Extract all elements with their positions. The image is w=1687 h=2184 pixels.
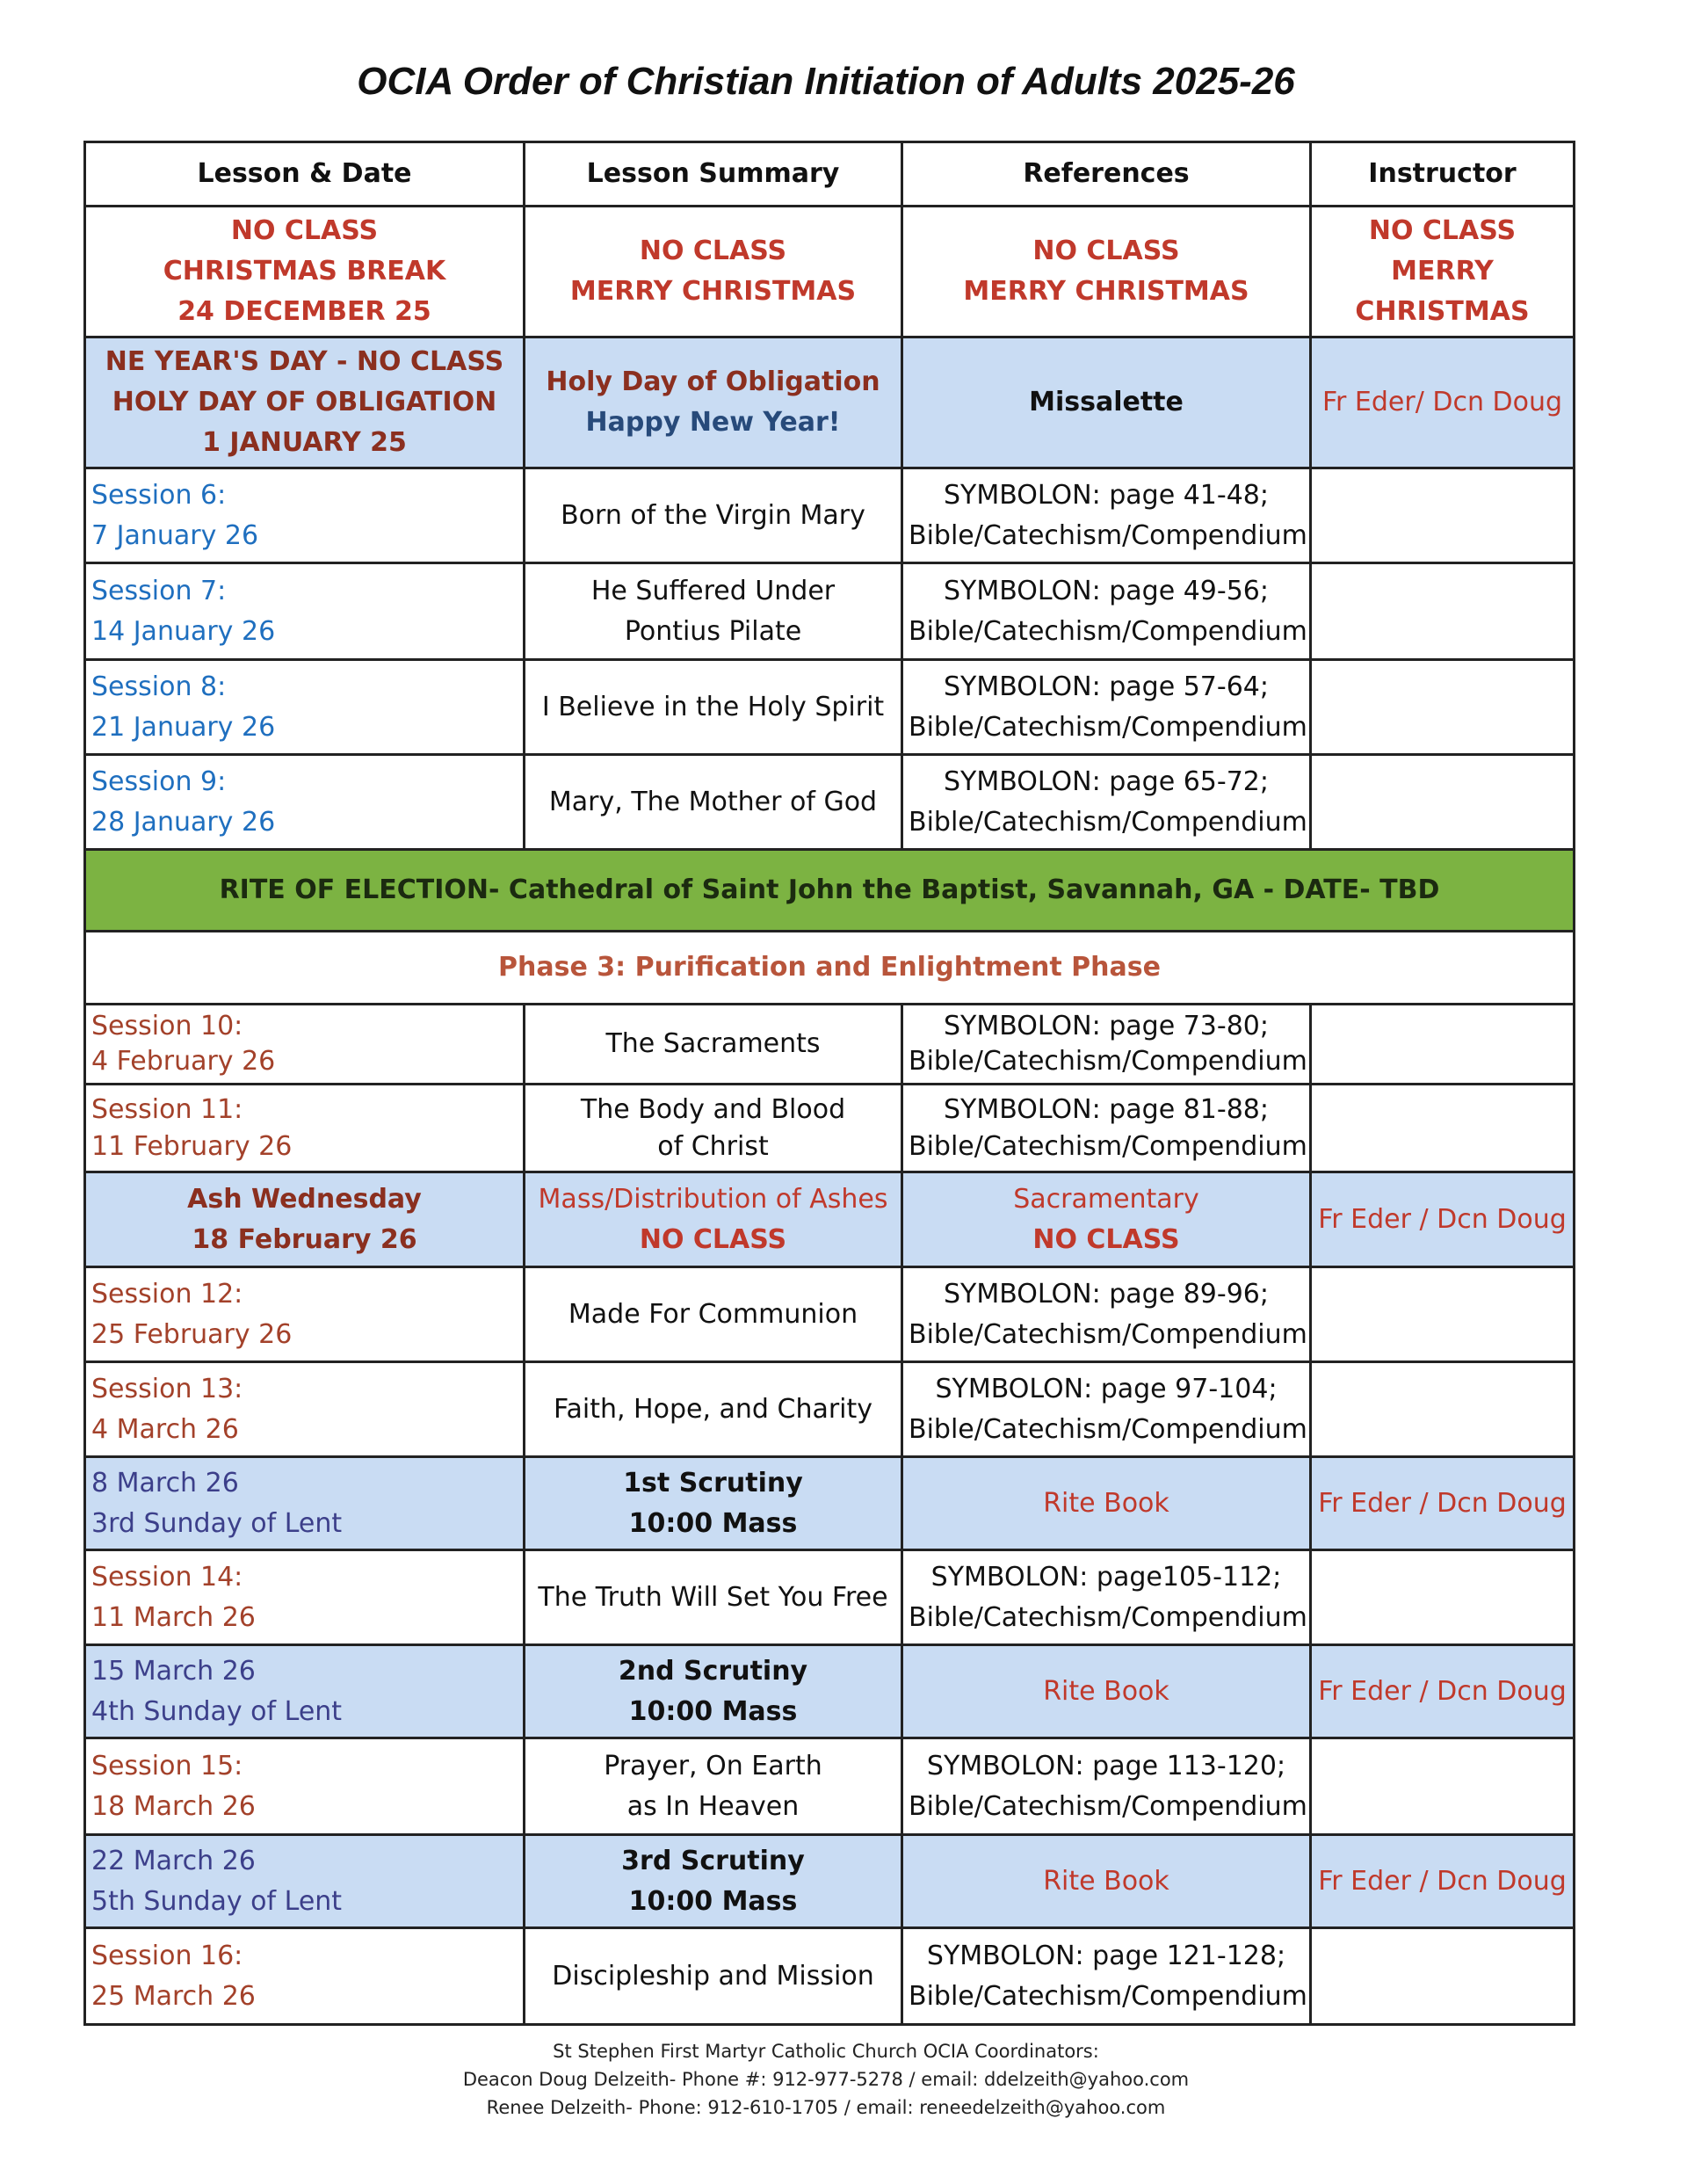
instructor-cell	[1311, 207, 1575, 337]
session-date: 4 March 26	[91, 1413, 239, 1445]
references-line: Bible/Catechism/Compendium	[909, 1046, 1307, 1077]
session-label: Session 11:	[91, 1093, 243, 1125]
lesson-line: 1 JANUARY 25	[202, 427, 407, 458]
lesson-cell	[85, 1928, 525, 2025]
lesson-line: 18 February 26	[192, 1223, 417, 1255]
summary-line: 3rd Scrutiny	[621, 1845, 805, 1876]
lesson-line: 24 DECEMBER 25	[177, 296, 431, 327]
lesson-line: NO CLASS	[230, 215, 379, 246]
summary-cell	[525, 1362, 902, 1457]
lesson-cell	[85, 660, 525, 755]
instructor-cell: Fr Eder/ Dcn Doug	[1311, 337, 1575, 468]
session-date: 4 February 26	[91, 1046, 276, 1077]
summary-cell	[525, 660, 902, 755]
references-cell	[902, 1550, 1311, 1645]
summary-line: 1st Scrutiny	[623, 1467, 803, 1498]
summary-cell	[525, 1005, 902, 1085]
table-row	[85, 1550, 1575, 1645]
summary-cell	[525, 1550, 902, 1645]
lesson-cell	[85, 1738, 525, 1835]
summary-line: Faith, Hope, and Charity	[553, 1393, 873, 1425]
header-lesson-date: Lesson & Date	[85, 142, 525, 207]
session-date: 25 March 26	[91, 1980, 256, 2012]
table-row	[85, 563, 1575, 660]
lesson-cell	[85, 1085, 525, 1172]
references-cell	[902, 660, 1311, 755]
references-line: SYMBOLON: page 97-104;	[935, 1373, 1278, 1404]
references-cell	[902, 1267, 1311, 1362]
summary-line: The Sacraments	[605, 1028, 821, 1059]
session-label: Session 6:	[91, 479, 227, 511]
session-label: Session 10:	[91, 1011, 243, 1041]
references-line: SYMBOLON: page 73-80;	[943, 1011, 1269, 1041]
references-line: NO CLASS	[1032, 236, 1180, 266]
summary-line: He Suffered Under	[590, 575, 836, 606]
instructor-cell	[1311, 1550, 1575, 1645]
lesson-line: CHRISTMAS BREAK	[163, 256, 446, 287]
instructor-cell	[1311, 563, 1575, 660]
references-cell	[902, 468, 1311, 563]
summary-line: Prayer, On Earth	[604, 1750, 822, 1781]
table-row-scrutiny-2	[85, 1645, 1575, 1738]
summary-line: NO CLASS	[639, 1223, 787, 1255]
references-line: Bible/Catechism/Compendium	[909, 1980, 1307, 2012]
lesson-line: 3rd Sunday of Lent	[91, 1507, 343, 1539]
session-date: 25 February 26	[91, 1318, 293, 1350]
references-line: NO CLASS	[1032, 1223, 1180, 1255]
schedule-table	[83, 141, 1575, 2026]
instructor-line: MERRY CHRISTMAS	[1355, 256, 1530, 327]
summary-line: Made For Communion	[568, 1298, 858, 1330]
lesson-line: Ash Wednesday	[187, 1183, 422, 1215]
lesson-cell	[85, 1267, 525, 1362]
references-cell: Rite Book	[902, 1835, 1311, 1928]
table-row	[85, 1005, 1575, 1085]
lesson-line: 8 March 26	[91, 1467, 239, 1498]
table-row-ash-wednesday	[85, 1172, 1575, 1267]
summary-cell	[525, 1172, 902, 1267]
summary-line: of Christ	[657, 1130, 769, 1162]
table-row	[85, 1738, 1575, 1835]
footer-contact-renee: Renee Delzeith- Phone: 912-610-1705 / email: reneedelzeith@yahoo.com	[486, 2097, 1166, 2118]
summary-line: Discipleship and Mission	[552, 1960, 874, 1992]
lesson-cell	[85, 468, 525, 563]
summary-line: Holy Day of Obligation	[546, 366, 880, 397]
lesson-cell	[85, 1645, 525, 1738]
summary-line: Pontius Pilate	[624, 615, 802, 647]
references-line: SYMBOLON: page 89-96;	[943, 1278, 1269, 1310]
references-line: Bible/Catechism/Compendium	[909, 1790, 1307, 1822]
table-row	[85, 660, 1575, 755]
references-cell	[902, 1005, 1311, 1085]
instructor-cell	[1311, 755, 1575, 850]
references-cell: Missalette	[902, 337, 1311, 468]
summary-cell	[525, 468, 902, 563]
footer-coordinators: St Stephen First Martyr Catholic Church OCIA Coordinators:	[553, 2041, 1099, 2062]
references-line: SYMBOLON: page 57-64;	[943, 671, 1269, 702]
summary-line: Born of the Virgin Mary	[561, 499, 865, 531]
table-row	[85, 468, 1575, 563]
table-row	[85, 1928, 1575, 2025]
lesson-cell	[85, 1172, 525, 1267]
summary-line: Mary, The Mother of God	[548, 786, 878, 817]
session-label: Session 13:	[91, 1373, 243, 1404]
lesson-cell	[85, 1835, 525, 1928]
references-line: Bible/Catechism/Compendium	[909, 1601, 1307, 1633]
summary-line: MERRY CHRISTMAS	[569, 276, 857, 307]
lesson-cell	[85, 755, 525, 850]
lesson-cell	[85, 207, 525, 337]
header-lesson-summary: Lesson Summary	[525, 142, 902, 207]
references-line: Bible/Catechism/Compendium	[909, 615, 1307, 647]
references-line: SYMBOLON: page 41-48;	[943, 479, 1269, 511]
references-line: SYMBOLON: page105-112;	[930, 1561, 1282, 1593]
session-date: 28 January 26	[91, 806, 276, 838]
instructor-cell	[1311, 468, 1575, 563]
instructor-cell: Fr Eder / Dcn Doug	[1311, 1835, 1575, 1928]
instructor-cell	[1311, 1738, 1575, 1835]
summary-cell	[525, 207, 902, 337]
summary-line: Happy New Year!	[585, 407, 841, 438]
lesson-line: 15 March 26	[91, 1655, 256, 1687]
references-line: MERRY CHRISTMAS	[963, 276, 1249, 307]
summary-line: 10:00 Mass	[628, 1885, 798, 1917]
references-line: Bible/Catechism/Compendium	[909, 519, 1307, 551]
session-label: Session 7:	[91, 575, 227, 606]
summary-cell	[525, 1835, 902, 1928]
session-date: 7 January 26	[91, 519, 259, 551]
summary-line: The Truth Will Set You Free	[538, 1581, 888, 1613]
instructor-cell	[1311, 1005, 1575, 1085]
references-line: SYMBOLON: page 113-120;	[926, 1750, 1286, 1781]
references-line: SYMBOLON: page 49-56;	[943, 575, 1269, 606]
summary-cell	[525, 1267, 902, 1362]
references-cell	[902, 1085, 1311, 1172]
session-date: 11 February 26	[91, 1130, 293, 1162]
references-cell	[902, 755, 1311, 850]
summary-line: as In Heaven	[626, 1790, 800, 1822]
summary-line: Mass/Distribution of Ashes	[538, 1183, 888, 1215]
instructor-cell: Fr Eder / Dcn Doug	[1311, 1457, 1575, 1550]
summary-cell	[525, 1645, 902, 1738]
lesson-cell	[85, 1005, 525, 1085]
lesson-cell	[85, 1457, 525, 1550]
page-title: OCIA Order of Christian Initiation of Adults 2025-26	[357, 60, 1295, 103]
references-cell: Rite Book	[902, 1645, 1311, 1738]
summary-line: 10:00 Mass	[628, 1695, 798, 1727]
session-label: Session 15:	[91, 1750, 243, 1781]
references-cell	[902, 1362, 1311, 1457]
summary-line: 10:00 Mass	[628, 1507, 798, 1539]
references-cell	[902, 207, 1311, 337]
references-cell	[902, 1172, 1311, 1267]
footer-contact-doug: Deacon Doug Delzeith- Phone #: 912-977-5278 / email: ddelzeith@yahoo.com	[462, 2069, 1190, 2090]
instructor-cell	[1311, 660, 1575, 755]
session-label: Session 14:	[91, 1561, 243, 1593]
rite-of-election-banner: RITE OF ELECTION- Cathedral of Saint John the Baptist, Savannah, GA - DATE- TBD	[85, 850, 1575, 932]
references-cell	[902, 1738, 1311, 1835]
summary-cell	[525, 1738, 902, 1835]
lesson-cell	[85, 1362, 525, 1457]
references-line: SYMBOLON: page 121-128;	[926, 1940, 1286, 1971]
session-label: Session 16:	[91, 1940, 243, 1971]
lesson-cell	[85, 337, 525, 468]
header-instructor: Instructor	[1311, 142, 1575, 207]
instructor-cell: Fr Eder / Dcn Doug	[1311, 1172, 1575, 1267]
references-cell	[902, 563, 1311, 660]
summary-cell	[525, 337, 902, 468]
session-date: 18 March 26	[91, 1790, 256, 1822]
summary-cell	[525, 755, 902, 850]
instructor-cell	[1311, 1928, 1575, 2025]
lesson-cell	[85, 1550, 525, 1645]
table-row	[85, 1267, 1575, 1362]
footer	[0, 2037, 1652, 2122]
table-row-new-year	[85, 337, 1575, 468]
summary-line: The Body and Blood	[580, 1093, 846, 1125]
references-line: Bible/Catechism/Compendium	[909, 1318, 1307, 1350]
rite-of-election-row	[85, 850, 1575, 932]
references-line: Bible/Catechism/Compendium	[909, 711, 1307, 743]
session-label: Session 9:	[91, 765, 227, 797]
table-row	[85, 755, 1575, 850]
lesson-line: HOLY DAY OF OBLIGATION	[112, 387, 497, 417]
table-row-christmas	[85, 207, 1575, 337]
lesson-line: 22 March 26	[91, 1845, 256, 1876]
references-cell: Rite Book	[902, 1457, 1311, 1550]
summary-cell	[525, 563, 902, 660]
summary-line: NO CLASS	[639, 236, 787, 266]
session-label: Session 12:	[91, 1278, 243, 1310]
instructor-cell	[1311, 1362, 1575, 1457]
table-row	[85, 1085, 1575, 1172]
instructor-cell	[1311, 1085, 1575, 1172]
table-row-scrutiny-3	[85, 1835, 1575, 1928]
header-references: References	[902, 142, 1311, 207]
references-line: SYMBOLON: page 65-72;	[943, 765, 1269, 797]
references-line: Bible/Catechism/Compendium	[909, 806, 1307, 838]
lesson-line: NE YEAR'S DAY - NO CLASS	[105, 346, 504, 377]
references-line: Bible/Catechism/Compendium	[909, 1413, 1307, 1445]
phase-heading: Phase 3: Purification and Enlightment Phase	[85, 932, 1575, 1005]
table-row-scrutiny-1	[85, 1457, 1575, 1550]
header-row	[85, 142, 1575, 207]
lesson-line: 5th Sunday of Lent	[91, 1885, 343, 1917]
lesson-cell	[85, 563, 525, 660]
instructor-line: NO CLASS	[1368, 215, 1517, 246]
session-date: 11 March 26	[91, 1601, 256, 1633]
summary-cell	[525, 1085, 902, 1172]
references-line: Sacramentary	[1013, 1183, 1199, 1215]
summary-cell	[525, 1928, 902, 2025]
summary-cell	[525, 1457, 902, 1550]
instructor-cell: Fr Eder / Dcn Doug	[1311, 1645, 1575, 1738]
summary-line: 2nd Scrutiny	[618, 1655, 808, 1687]
lesson-line: 4th Sunday of Lent	[91, 1695, 343, 1727]
table-row	[85, 1362, 1575, 1457]
instructor-cell	[1311, 1267, 1575, 1362]
references-cell	[902, 1928, 1311, 2025]
references-line: SYMBOLON: page 81-88;	[943, 1093, 1269, 1125]
references-line: Bible/Catechism/Compendium	[909, 1130, 1307, 1162]
summary-line: I Believe in the Holy Spirit	[541, 691, 885, 722]
session-date: 21 January 26	[91, 711, 276, 743]
session-label: Session 8:	[91, 671, 227, 702]
session-date: 14 January 26	[91, 615, 276, 647]
phase-row	[85, 932, 1575, 1005]
